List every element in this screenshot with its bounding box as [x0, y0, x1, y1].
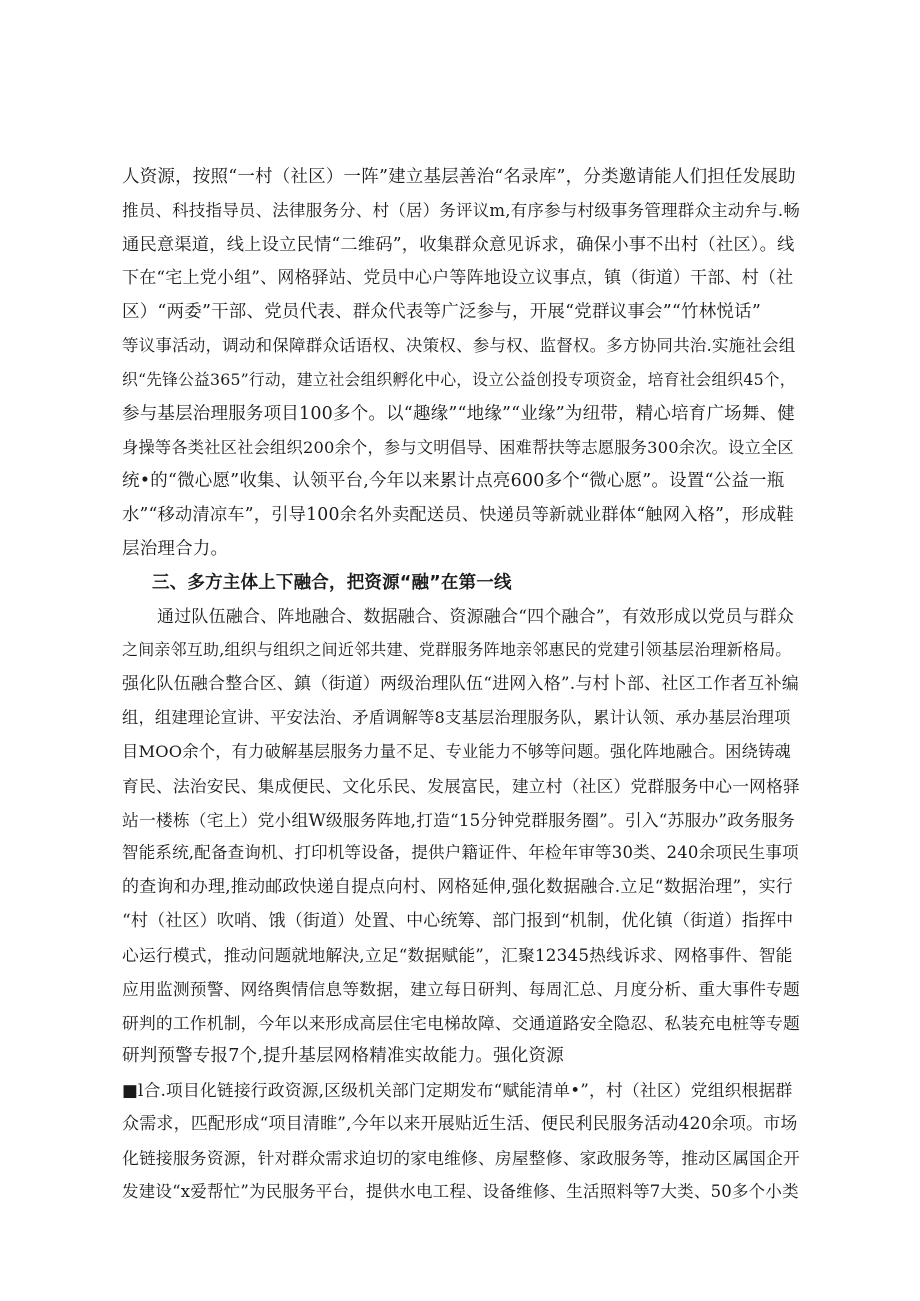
- text-line: 发建设“x爱帮忙”为民服务平台，提供水电工程、设备维修、生活照料等7大类、50多个小类: [122, 1182, 799, 1201]
- text-line: 层治理合力。: [122, 539, 229, 559]
- text-line: 人资源，按照“一村（社区）一阵”建立基层善治“名录库”，分类邀请能人们担任发展助: [122, 167, 796, 187]
- text-line: 化链接服务资源，针对群众需求迫切的家电维修、房屋整修、家政服务等，推动区属国企开: [122, 1148, 801, 1168]
- text-line: 强化队伍融合整合区、鎮（街道）两级治理队伍“进网入格”.与村卜部、社区工作者互补编: [122, 674, 799, 694]
- text-line: 推员、科技指导员、法律服务分、村（居）务评议m,有序参与村级事务管理群众主动弁与.畅: [122, 201, 801, 220]
- text-line: 统•的“微心愿”收集、认领平台,今年以来累计点亮600多个“微心愿”。设置“公益一瓶: [122, 471, 785, 491]
- text-line: 心运行模式，推动问题就地解決,立足“数据赋能”，汇聚12345热线诉求、网格事件、智能: [122, 945, 793, 965]
- text-line: 参与基层治理服务项目100多个。以“趣缘”“地缘”“业缘”为纽带，精心培育广场舞、健: [122, 404, 795, 424]
- text-line: 研判的工作机制，今年以来形成高层住宅电梯故障、交通道路安全隐忍、私装充电桩等专题: [122, 1013, 801, 1033]
- text-line: 育民、法治安民、集成便民、文化乐民、发展富民，建立村（社区）党群服务中心一网格驿: [122, 776, 801, 796]
- text-line: 组，组建理论宣讲、平安法治、矛盾调解等8支基层治理服务队，累计认领、承办基层治理项: [122, 708, 791, 727]
- text-line: 智能系统,配备查询机、打印机等设备，提供户籍证件、年检年审等30类、240余项民生事项: [122, 843, 799, 862]
- text-line: 的查询和办理,推动邮政快递自提点向村、网格延伸,强化数据融合.立足“数据治理”，实行: [122, 877, 793, 897]
- text-line: 站一楼栋（宅上）党小组W级服务阵地,打造“15分钟党群服务圈”。引入“苏服办”政务服务: [122, 810, 795, 830]
- text-line: 通民意渠道，线上设立民情“二维码”，收集群众意见诉求，确保小事不出村（社区）。线: [122, 235, 795, 255]
- text-line: 身操等各类社区社会组织200余个，参与文明倡导、困难帮扶等志愿服务300余次。设立全区: [122, 438, 794, 457]
- text-line: 等议事活动，调动和保障群众话语权、决策权、参与权、监督权。多方协同共治.实施社会组: [122, 336, 796, 355]
- section-heading: 三、多方主体上下融合，把资源“融”在第一线: [152, 573, 512, 593]
- text-line: 区）“两委”干部、党员代表、群众代表等广泛参与，开展“党群议事会”“竹林悦话”: [122, 302, 761, 322]
- text-line: 通过队伍融合、阵地融合、数据融合、资源融合“四个融合”，有效形成以党员与群众: [157, 607, 794, 627]
- text-line: 水”“移动清凉车”，引导100余名外卖配送员、快递员等新就业群体“触网入格”，形成鞋: [122, 505, 794, 525]
- text-line: 众需求，匹配形成“项目清睢”,今年以来开展贴近生活、便民利民服务活动420余项。市场: [122, 1114, 798, 1134]
- text-line: “村（社区）吹哨、饿（街道）处置、中心统筹、部门报到“机制，优化镇（街道）指挥中: [122, 911, 794, 931]
- text-line: 研判预警专报7个,提升基层网格精准实故能力。强化资源: [122, 1046, 564, 1066]
- text-line: 应用监测预警、网络舆情信息等数据，建立每日研判、每周汇总、月度分析、重大事件专题: [122, 979, 801, 999]
- text-line: 下在“宅上党小组”、网格驿站、党员中心户等阵地设立议事点，镇（街道）干部、村（社: [122, 268, 794, 288]
- text-line: ■l合.项目化链接行政资源,区级机关部门定期发布“赋能清单•”，村（社区）党组织根据群: [122, 1080, 793, 1100]
- text-line: 之间亲邻互助,组织与组织之间近邻共建、党群服务阵地亲邻惠民的党建引领基层治理新格局。: [122, 640, 792, 659]
- text-line: 织“先锋公益365”行动，建立社会组织孵化中心，设立公益创投专项资金，培育社会组织45个，: [122, 370, 796, 389]
- text-line: 目MOO余个，有力破解基层服务力量不足、专业能力不够等问题。强化阵地融合。困绕铸魂: [122, 742, 791, 761]
